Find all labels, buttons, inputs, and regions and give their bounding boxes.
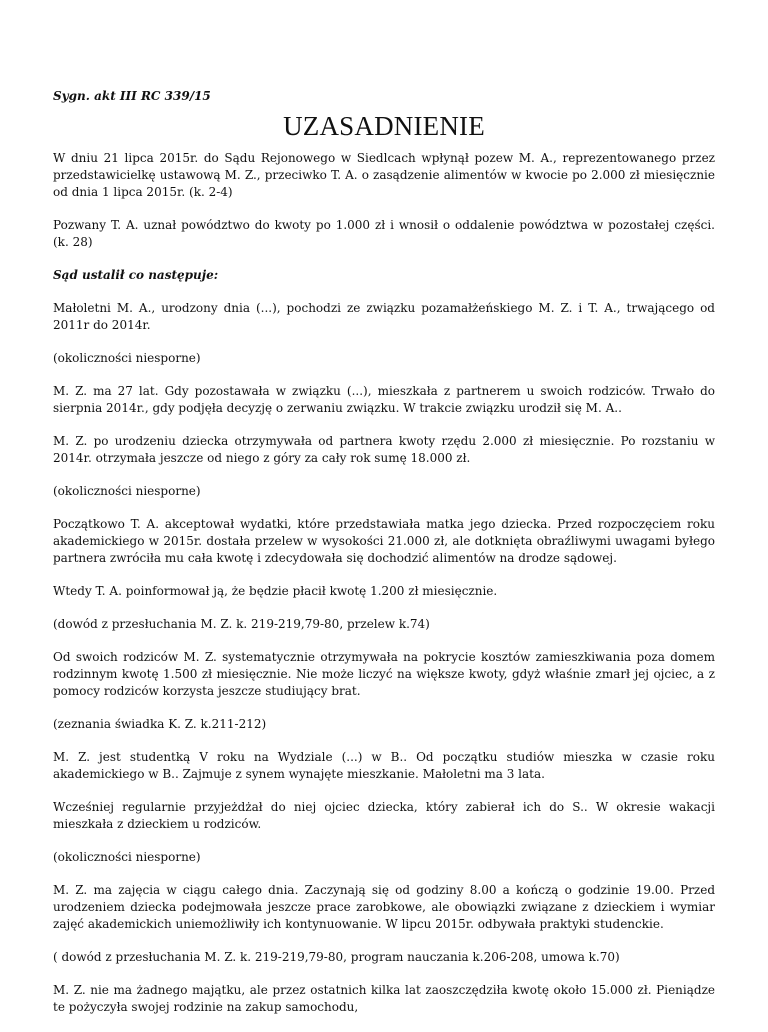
paragraph: Wcześniej regularnie przyjeżdżał do niej ojciec dziecka, który zabierał ich do S.. W okresie wakacji mieszkała z dzieckiem u rodziców. (53, 800, 715, 831)
paragraph: M. Z. nie ma żadnego majątku, ale przez ostatnich kilka lat zaoszczędziła kwotę około 15.000 zł. Pieniądze te pożyczyła swojej rodzinie na zakup samochodu, (53, 983, 715, 1014)
paragraph-defendant-response: Pozwany T. A. uznał powództwo do kwoty po 1.000 zł i wnosił o oddalenie powództwa w pozostałej części. (k. 28) (53, 218, 715, 249)
paragraph: Początkowo T. A. akceptował wydatki, które przedstawiała matka jego dziecka. Przed rozpoczęciem roku akademickiego w 2015r. dostała przelew w wysokości 21.000 zł, ale dotknięta obraźliwymi uwagami byłego partnera zwróciła mu cała kwotę i zdecydowała się dochodzić alimentów na drodze sądowej. (53, 517, 715, 565)
paragraph: M. Z. po urodzeniu dziecka otrzymywała od partnera kwoty rzędu 2.000 zł miesięcznie. Po rozstaniu w 2014r. otrzymała jeszcze od niego z góry za cały rok sumę 18.000 zł. (53, 434, 715, 465)
section-heading-findings: Sąd ustalił co następuje: (53, 268, 219, 282)
paragraph-claim: W dniu 21 lipca 2015r. do Sądu Rejonowego w Siedlcach wpłynął pozew M. A., reprezentowanego przez przedstawicielkę ustawową M. Z., przeciwko T. A. o zasądzenie alimentów w kwocie po 2.000 zł miesięcznie od dnia 1 lipca 2015r. (k. 2-4) (53, 151, 715, 199)
evidence-note: (zeznania świadka K. Z. k.211-212) (53, 717, 267, 731)
evidence-note: (okoliczności niesporne) (53, 351, 201, 365)
paragraph: M. Z. jest studentką V roku na Wydziale (...) w B.. Od początku studiów mieszka w czasie roku akademickiego w B.. Zajmuje z synem wynajęte mieszkanie. Małoletni ma 3 lata. (53, 750, 715, 781)
evidence-note: ( dowód z przesłuchania M. Z. k. 219-219,79-80, program nauczania k.206-208, umowa k.70) (53, 950, 620, 964)
document-title: UZASADNIENIE (283, 111, 485, 141)
evidence-note: (okoliczności niesporne) (53, 484, 201, 498)
paragraph: M. Z. ma 27 lat. Gdy pozostawała w związku (...), mieszkała z partnerem u swoich rodziców. Trwało do sierpnia 2014r., gdy podjęła decyzję o zerwaniu związku. W trakcie związku urodził się M. A.. (53, 384, 715, 415)
paragraph: M. Z. ma zajęcia w ciągu całego dnia. Zaczynają się od godziny 8.00 a kończą o godzinie 19.00. Przed urodzeniem dziecka podejmowała jeszcze prace zarobkowe, ale obowiązki związane z dzieckiem i wymiar zajęć akademickich uniemożliwiły ich kontynuowanie. W lipcu 2015r. odbywała praktyki studenckie. (53, 883, 715, 931)
evidence-note: (dowód z przesłuchania M. Z. k. 219-219,79-80, przelew k.74) (53, 617, 430, 631)
case-number: Sygn. akt III RC 339/15 (53, 89, 211, 103)
paragraph: Małoletni M. A., urodzony dnia (...), pochodzi ze związku pozamałżeńskiego M. Z. i T. A., trwającego od 2011r do 2014r. (53, 301, 715, 332)
paragraph: Od swoich rodziców M. Z. systematycznie otrzymywała na pokrycie kosztów zamieszkiwania poza domem rodzinnym kwotę 1.500 zł miesięcznie. Nie może liczyć na większe kwoty, gdyż właśnie zmarł jej ojciec, a z pomocy rodziców korzysta jeszcze studiujący brat. (53, 650, 715, 698)
document-page (53, 88, 715, 1032)
paragraph: Wtedy T. A. poinformował ją, że będzie płacił kwotę 1.200 zł miesięcznie. (53, 584, 498, 598)
evidence-note: (okoliczności niesporne) (53, 850, 201, 864)
